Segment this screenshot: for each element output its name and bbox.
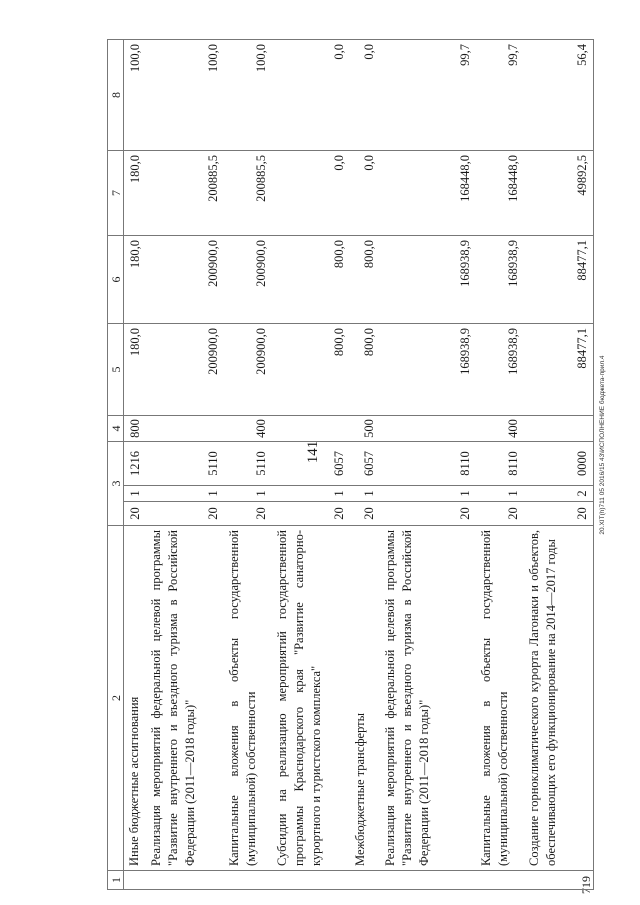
row-value-col-8: 100,0 xyxy=(146,40,224,151)
row-code-target: 1216 xyxy=(124,442,146,486)
row-name-cell: Иные бюджетные ассигнования xyxy=(124,526,146,871)
row-code-subsection: 1 xyxy=(272,486,350,502)
row-code-target: 5110 xyxy=(224,442,272,486)
row-code-subsection: 1 xyxy=(146,486,224,502)
row-code-expense-type xyxy=(272,416,350,442)
row-index-cell xyxy=(476,871,524,890)
row-code-subsection: 2 xyxy=(524,486,594,502)
row-code-section: 20 xyxy=(350,502,380,526)
row-code-subsection: 1 xyxy=(380,486,476,502)
table-header-row xyxy=(108,40,124,890)
row-value-col-6: 200900,0 xyxy=(146,236,224,324)
row-value-col-7: 0,0 xyxy=(272,151,350,236)
row-code-section: 20 xyxy=(380,502,476,526)
table-row xyxy=(272,40,350,890)
row-value-col-7: 49892,5 xyxy=(524,151,594,236)
document-footer-code: 20.XIT(h)711 05 2016/15 43\ИСПОЛНЕНИЕ бюджета-прил.4 xyxy=(599,355,606,535)
row-code-expense-type xyxy=(146,416,224,442)
row-code-expense-type: 400 xyxy=(224,416,272,442)
row-value-col-7: 200885,5 xyxy=(146,151,224,236)
row-code-subsection: 1 xyxy=(124,486,146,502)
table-body xyxy=(124,40,594,890)
row-code-subsection: 1 xyxy=(476,486,524,502)
header-col-2: 2 xyxy=(108,526,124,871)
table-row xyxy=(124,40,146,890)
row-value-col-6: 168938,9 xyxy=(476,236,524,324)
header-col-1: 1 xyxy=(108,871,124,890)
row-value-col-6: 88477,1 xyxy=(524,236,594,324)
row-code-target: 0000 xyxy=(524,442,594,486)
row-name-cell: Создание горноклиматического курорта Лагонаки и объектов, обеспечивающих его функционирование на 2014—2017 годы xyxy=(524,526,594,871)
row-name-cell: Капитальные вложения в объекты государственной (муниципальной) собственности xyxy=(476,526,524,871)
row-value-col-8: 99,7 xyxy=(380,40,476,151)
table-row xyxy=(380,40,476,890)
bottom-page-code: 719 xyxy=(579,876,593,894)
header-col-7: 7 xyxy=(108,151,124,236)
row-value-col-8: 100,0 xyxy=(224,40,272,151)
row-value-col-7: 168448,0 xyxy=(380,151,476,236)
row-code-expense-type: 400 xyxy=(476,416,524,442)
row-code-section: 20 xyxy=(272,502,350,526)
row-code-expense-type xyxy=(380,416,476,442)
row-code-section: 20 xyxy=(476,502,524,526)
row-value-col-6: 180,0 xyxy=(124,236,146,324)
row-code-section: 20 xyxy=(146,502,224,526)
row-value-col-7: 200885,5 xyxy=(224,151,272,236)
row-code-target: 8110 xyxy=(476,442,524,486)
row-value-col-8: 100,0 xyxy=(124,40,146,151)
row-name-cell: Реализация мероприятий федеральной целевой программы "Развитие внутреннего и въездного туризма в Российской Федерации (2011—2018 годы)" xyxy=(146,526,224,871)
row-code-target: 5110 xyxy=(146,442,224,486)
row-name-cell: Капитальные вложения в объекты государственной (муниципальной) собственности xyxy=(224,526,272,871)
row-code-target: 8110 xyxy=(380,442,476,486)
row-code-subsection: 1 xyxy=(224,486,272,502)
budget-execution-table xyxy=(107,39,594,890)
table-row xyxy=(146,40,224,890)
page-number: 141 xyxy=(305,440,321,464)
header-col-4: 4 xyxy=(108,416,124,442)
row-value-col-6: 168938,9 xyxy=(380,236,476,324)
row-index-cell xyxy=(224,871,272,890)
table-row xyxy=(524,40,594,890)
row-value-col-8: 0,0 xyxy=(350,40,380,151)
row-index-cell xyxy=(124,871,146,890)
table-row xyxy=(476,40,524,890)
row-value-col-6: 800,0 xyxy=(350,236,380,324)
row-index-cell xyxy=(380,871,476,890)
row-code-expense-type: 500 xyxy=(350,416,380,442)
row-value-col-5: 88477,1 xyxy=(524,324,594,416)
row-index-cell xyxy=(350,871,380,890)
row-value-col-5: 168938,9 xyxy=(476,324,524,416)
row-value-col-5: 200900,0 xyxy=(224,324,272,416)
header-col-3: 3 xyxy=(108,442,124,526)
row-value-col-6: 200900,0 xyxy=(224,236,272,324)
row-code-subsection: 1 xyxy=(350,486,380,502)
row-name-cell: Субсидии на реализацию мероприятий государственной программы Краснодарского края "Развитие санаторно-курортного и туристского комплекса" xyxy=(272,526,350,871)
row-value-col-6: 800,0 xyxy=(272,236,350,324)
row-code-section: 20 xyxy=(524,502,594,526)
row-value-col-8: 0,0 xyxy=(272,40,350,151)
row-value-col-7: 168448,0 xyxy=(476,151,524,236)
row-value-col-5: 200900,0 xyxy=(146,324,224,416)
row-code-target: 6057 xyxy=(272,442,350,486)
row-value-col-5: 168938,9 xyxy=(380,324,476,416)
row-value-col-5: 800,0 xyxy=(272,324,350,416)
header-col-8: 8 xyxy=(108,40,124,151)
row-name-cell: Реализация мероприятий федеральной целевой программы "Развитие внутреннего и въездного туризма в Российской Федерации (2011—2018 годы)" xyxy=(380,526,476,871)
row-name-cell: Межбюджетные трансферты xyxy=(350,526,380,871)
header-col-5: 5 xyxy=(108,324,124,416)
table-row xyxy=(350,40,380,890)
row-value-col-5: 180,0 xyxy=(124,324,146,416)
row-index-cell xyxy=(524,871,594,890)
row-value-col-8: 56,4 xyxy=(524,40,594,151)
row-code-expense-type: 800 xyxy=(124,416,146,442)
row-value-col-5: 800,0 xyxy=(350,324,380,416)
row-code-section: 20 xyxy=(224,502,272,526)
table-row xyxy=(224,40,272,890)
row-code-section: 20 xyxy=(124,502,146,526)
row-index-cell xyxy=(272,871,350,890)
row-value-col-7: 180,0 xyxy=(124,151,146,236)
row-code-target: 6057 xyxy=(350,442,380,486)
row-index-cell xyxy=(146,871,224,890)
header-col-6: 6 xyxy=(108,236,124,324)
row-value-col-7: 0,0 xyxy=(350,151,380,236)
row-value-col-8: 99,7 xyxy=(476,40,524,151)
row-code-expense-type xyxy=(524,416,594,442)
